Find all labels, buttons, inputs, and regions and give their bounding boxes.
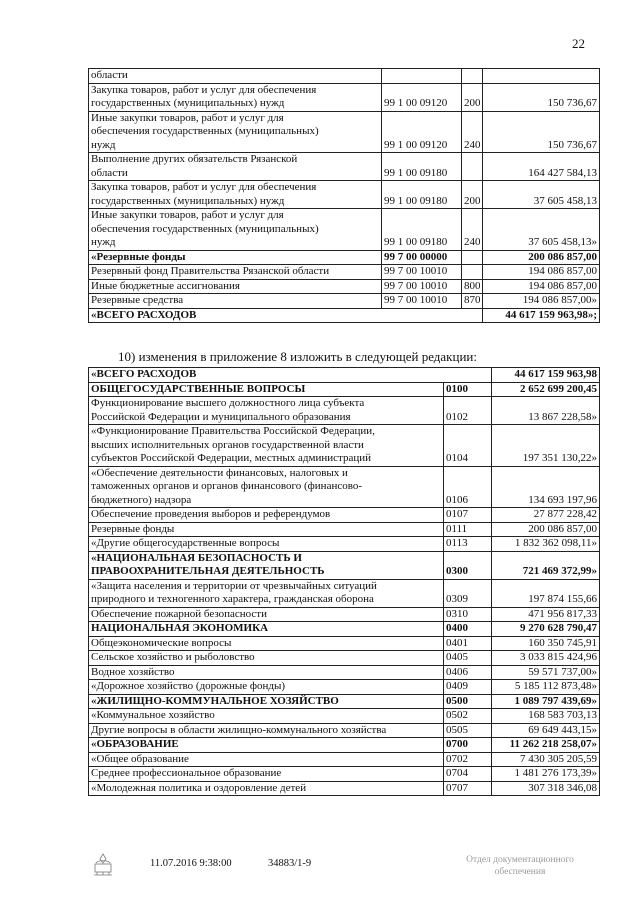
row-code: 0409 <box>444 680 492 695</box>
row-code: 0310 <box>444 607 492 622</box>
row-type: 800 <box>462 279 483 294</box>
row-code: 0702 <box>444 752 492 767</box>
table-row <box>89 709 600 724</box>
row-amount <box>483 69 600 84</box>
row-code: 99 1 00 09180 <box>382 181 462 209</box>
row-amount: 27 877 228,42 <box>492 508 600 523</box>
row-amount: 2 652 699 200,45 <box>492 382 600 397</box>
row-name: «Защита населения и территории от чрезвычайных ситуаций природного и техногенного характера, гражданская оборона <box>89 579 444 607</box>
table-row <box>89 752 600 767</box>
row-amount: 721 469 372,99» <box>492 551 600 579</box>
row-name: Обеспечение пожарной безопасности <box>89 607 444 622</box>
row-name: Сельское хозяйство и рыболовство <box>89 651 444 666</box>
row-amount: 11 262 218 258,07» <box>492 738 600 753</box>
row-code: 0401 <box>444 636 492 651</box>
total-amount: 44 617 159 963,98 <box>492 368 600 383</box>
row-type <box>462 265 483 280</box>
table-row <box>89 265 600 280</box>
department-stamp: Отдел документационного обеспечения <box>466 855 574 877</box>
row-name: «Молодежная политика и оздоровление детей <box>89 781 444 796</box>
row-code: 99 1 00 09120 <box>382 83 462 111</box>
row-name: Водное хозяйство <box>89 665 444 680</box>
table-row <box>89 607 600 622</box>
row-code: 0405 <box>444 651 492 666</box>
table-row <box>89 551 600 579</box>
table-row <box>89 279 600 294</box>
row-name: Функционирование высшего должностного лица субъекта Российской Федерации и муниципального образования <box>89 397 444 425</box>
row-name: «ОБРАЗОВАНИЕ <box>89 738 444 753</box>
row-name: Общеэкономические вопросы <box>89 636 444 651</box>
row-code: 0400 <box>444 622 492 637</box>
row-name: Резервные фонды <box>89 522 444 537</box>
row-amount: 134 693 197,96 <box>492 466 600 508</box>
row-type <box>462 153 483 181</box>
total-amount: 44 617 159 963,98»; <box>483 308 600 323</box>
row-name: «Функционирование Правительства Российской Федерации, высших исполнительных органов государственной власти субъектов Российской Федерации, местных администраций <box>89 425 444 467</box>
table-row <box>89 738 600 753</box>
row-amount: 37 605 458,13 <box>483 181 600 209</box>
table-row <box>89 781 600 796</box>
row-name: Среднее профессиональное образование <box>89 767 444 782</box>
row-code: 99 1 00 09180 <box>382 209 462 251</box>
row-amount: 1 481 276 173,39» <box>492 767 600 782</box>
coat-of-arms-icon <box>88 851 118 879</box>
row-amount: 160 350 745,91 <box>492 636 600 651</box>
row-amount: 194 086 857,00» <box>483 294 600 309</box>
table-row <box>89 466 600 508</box>
row-amount: 5 185 112 873,48» <box>492 680 600 695</box>
table-appendix-8 <box>88 367 600 796</box>
row-code: 0502 <box>444 709 492 724</box>
row-name: Иные закупки товаров, работ и услуг для обеспечения государственных (муниципальных) нужд <box>89 209 382 251</box>
row-amount: 3 033 815 424,96 <box>492 651 600 666</box>
row-amount: 197 874 155,66 <box>492 579 600 607</box>
table-row <box>89 767 600 782</box>
row-amount: 194 086 857,00 <box>483 265 600 280</box>
row-amount: 150 736,67 <box>483 83 600 111</box>
row-code: 0107 <box>444 508 492 523</box>
row-code: 0500 <box>444 694 492 709</box>
row-amount: 59 571 737,00» <box>492 665 600 680</box>
row-type <box>462 250 483 265</box>
row-name: «Общее образование <box>89 752 444 767</box>
row-name: Иные закупки товаров, работ и услуг для обеспечения государственных (муниципальных) нужд <box>89 111 382 153</box>
row-amount: 13 867 228,58» <box>492 397 600 425</box>
paragraph-10: 10) изменения в приложение 8 изложить в следующей редакции: <box>118 349 477 364</box>
row-name: «Коммунальное хозяйство <box>89 709 444 724</box>
row-code: 0100 <box>444 382 492 397</box>
table-row <box>89 579 600 607</box>
row-name: Резервный фонд Правительства Рязанской области <box>89 265 382 280</box>
row-amount: 200 086 857,00 <box>492 522 600 537</box>
row-name: НАЦИОНАЛЬНАЯ ЭКОНОМИКА <box>89 622 444 637</box>
table-row <box>89 537 600 552</box>
table-row <box>89 153 600 181</box>
table-row <box>89 181 600 209</box>
row-code: 99 7 00 10010 <box>382 279 462 294</box>
row-amount: 471 956 817,33 <box>492 607 600 622</box>
row-amount: 9 270 628 790,47 <box>492 622 600 637</box>
row-amount: 7 430 305 205,59 <box>492 752 600 767</box>
row-amount: 164 427 584,13 <box>483 153 600 181</box>
row-code: 0102 <box>444 397 492 425</box>
row-name: Иные бюджетные ассигнования <box>89 279 382 294</box>
table-row <box>89 622 600 637</box>
row-amount: 69 649 443,15» <box>492 723 600 738</box>
table-total-row <box>89 368 600 383</box>
table-row <box>89 83 600 111</box>
row-name: «НАЦИОНАЛЬНАЯ БЕЗОПАСНОСТЬ И ПРАВООХРАНИТЕЛЬНАЯ ДЕЯТЕЛЬНОСТЬ <box>89 551 444 579</box>
row-name: Обеспечение проведения выборов и референдумов <box>89 508 444 523</box>
row-amount: 200 086 857,00 <box>483 250 600 265</box>
table-row <box>89 508 600 523</box>
row-type: 200 <box>462 181 483 209</box>
table-row <box>89 522 600 537</box>
row-amount: 1 832 362 098,11» <box>492 537 600 552</box>
row-code: 0104 <box>444 425 492 467</box>
table-row <box>89 694 600 709</box>
row-name: «Дорожное хозяйство (дорожные фонды) <box>89 680 444 695</box>
total-label: «ВСЕГО РАСХОДОВ <box>89 368 492 383</box>
row-code: 99 7 00 00000 <box>382 250 462 265</box>
table-row <box>89 111 600 153</box>
row-code: 0406 <box>444 665 492 680</box>
row-code: 0111 <box>444 522 492 537</box>
table-row <box>89 665 600 680</box>
row-name: «Резервные фонды <box>89 250 382 265</box>
row-code: 0704 <box>444 767 492 782</box>
row-amount: 197 351 130,22» <box>492 425 600 467</box>
row-code: 99 7 00 10010 <box>382 294 462 309</box>
table-row <box>89 651 600 666</box>
row-code: 0300 <box>444 551 492 579</box>
table-total-row <box>89 308 600 323</box>
row-type: 200 <box>462 83 483 111</box>
row-name: Закупка товаров, работ и услуг для обеспечения государственных (муниципальных) нужд <box>89 83 382 111</box>
row-amount: 194 086 857,00 <box>483 279 600 294</box>
row-amount: 307 318 346,08 <box>492 781 600 796</box>
row-type <box>462 69 483 84</box>
row-amount: 37 605 458,13» <box>483 209 600 251</box>
total-label: «ВСЕГО РАСХОДОВ <box>89 308 483 323</box>
row-code: 0707 <box>444 781 492 796</box>
row-name: «Обеспечение деятельности финансовых, налоговых и таможенных органов и органов финансового (финансово- бюджетного) надзора <box>89 466 444 508</box>
footer-doc-id: 34883/1-9 <box>268 858 312 869</box>
row-name: Закупка товаров, работ и услуг для обеспечения государственных (муниципальных) нужд <box>89 181 382 209</box>
table-row <box>89 680 600 695</box>
row-amount: 150 736,67 <box>483 111 600 153</box>
row-code: 0106 <box>444 466 492 508</box>
row-code: 0505 <box>444 723 492 738</box>
row-code: 99 7 00 10010 <box>382 265 462 280</box>
row-code: 0309 <box>444 579 492 607</box>
table-row <box>89 209 600 251</box>
page-number: 22 <box>572 36 585 51</box>
row-name: «ЖИЛИЩНО-КОММУНАЛЬНОЕ ХОЗЯЙСТВО <box>89 694 444 709</box>
row-code <box>382 69 462 84</box>
row-code: 0113 <box>444 537 492 552</box>
row-name: «Другие общегосударственные вопросы <box>89 537 444 552</box>
row-name: Выполнение других обязательств Рязанской области <box>89 153 382 181</box>
row-name: области <box>89 69 382 84</box>
table-row <box>89 636 600 651</box>
table-row <box>89 69 600 84</box>
footer-datetime: 11.07.2016 9:38:00 <box>150 858 232 869</box>
table-row <box>89 294 600 309</box>
table-row <box>89 397 600 425</box>
row-name: Резервные средства <box>89 294 382 309</box>
row-name: Другие вопросы в области жилищно-коммунального хозяйства <box>89 723 444 738</box>
row-code: 99 1 00 09120 <box>382 111 462 153</box>
row-type: 240 <box>462 209 483 251</box>
row-name: ОБЩЕГОСУДАРСТВЕННЫЕ ВОПРОСЫ <box>89 382 444 397</box>
table-row <box>89 425 600 467</box>
table-row <box>89 723 600 738</box>
row-code: 99 1 00 09180 <box>382 153 462 181</box>
table-row <box>89 250 600 265</box>
row-amount: 168 583 703,13 <box>492 709 600 724</box>
row-type: 870 <box>462 294 483 309</box>
row-amount: 1 089 797 439,69» <box>492 694 600 709</box>
row-type: 240 <box>462 111 483 153</box>
table-appendix-7-fragment <box>88 68 600 323</box>
row-code: 0700 <box>444 738 492 753</box>
table-row <box>89 382 600 397</box>
